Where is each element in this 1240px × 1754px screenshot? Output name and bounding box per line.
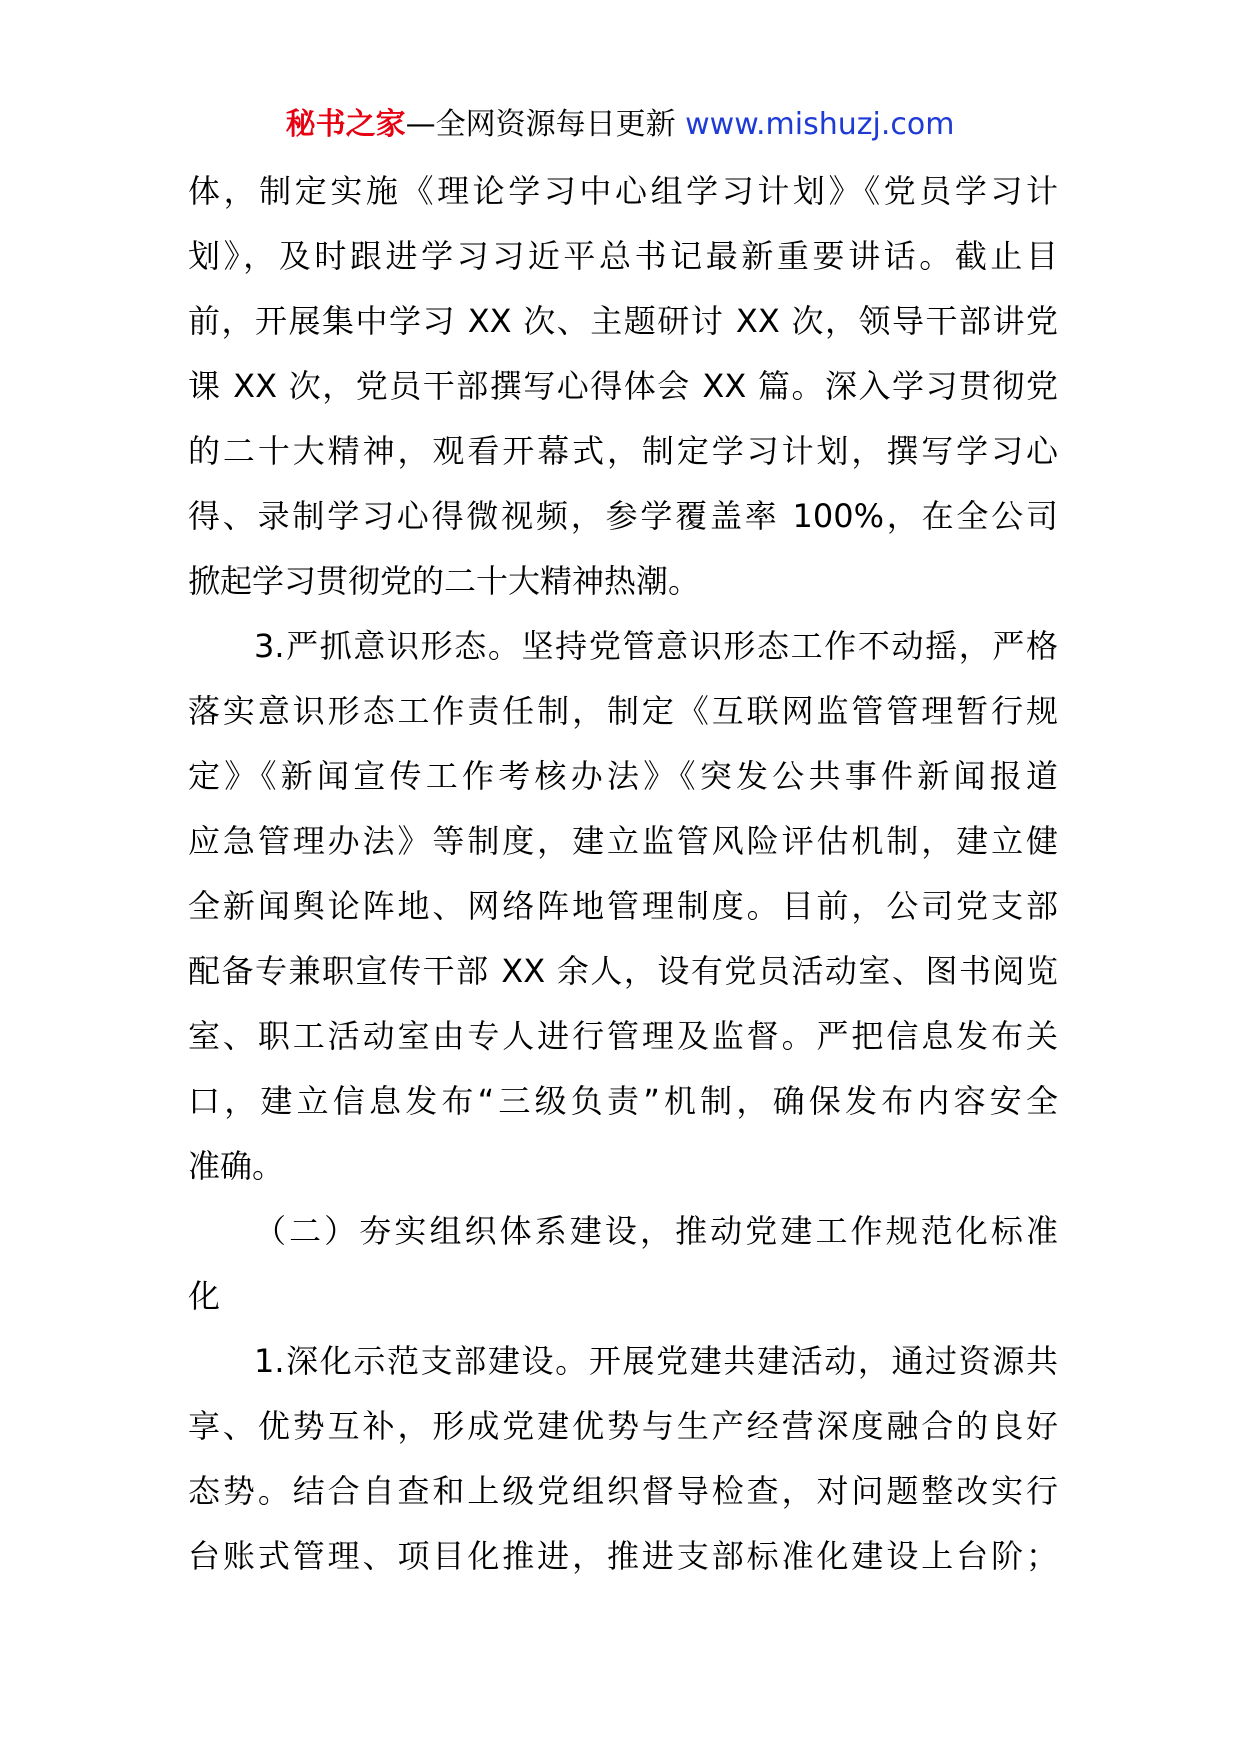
site-header: [0, 103, 1240, 147]
body-text-line: 落实意识形态工作责任制，制定《互联网监管管理暂行规: [188, 692, 1058, 730]
body-text-line: 享、优势互补，形成党建优势与生产经营深度融合的良好: [188, 1407, 1058, 1445]
body-text-line: 态势。结合自查和上级党组织督导检查，对问题整改实行: [188, 1472, 1058, 1510]
body-text-line: 全新闻舆论阵地、网络阵地管理制度。目前，公司党支部: [188, 887, 1058, 925]
body-text-line: 化: [188, 1277, 221, 1315]
body-text-line: 1.深化示范支部建设。开展党建共建活动，通过资源共: [254, 1342, 1058, 1380]
document-body: [188, 159, 1058, 1589]
site-brand: 秘书之家: [285, 107, 406, 142]
body-text-line: 得、录制学习心得微视频，参学覆盖率 100%，在全公司: [188, 497, 1058, 535]
body-text-line: 掀起学习贯彻党的二十大精神热潮。: [188, 562, 701, 600]
body-text-line: 台账式管理、项目化推进，推进支部标准化建设上台阶；: [188, 1537, 1058, 1575]
body-text-line: 前，开展集中学习 XX 次、主题研讨 XX 次，领导干部讲党: [188, 302, 1058, 340]
body-text-line: 应急管理办法》等制度，建立监管风险评估机制，建立健: [188, 822, 1058, 860]
body-text-line: 定》《新闻宣传工作考核办法》《突发公共事件新闻报道: [188, 757, 1058, 795]
body-text-line: 配备专兼职宣传干部 XX 余人，设有党员活动室、图书阅览: [188, 952, 1058, 990]
body-text-line: 课 XX 次，党员干部撰写心得体会 XX 篇。深入学习贯彻党: [188, 367, 1058, 405]
body-text-line: 体，制定实施《理论学习中心组学习计划》《党员学习计: [188, 172, 1058, 210]
body-text-line: 口，建立信息发布“三级负责”机制，确保发布内容安全: [188, 1082, 1058, 1120]
body-text-line: 准确。: [188, 1147, 285, 1185]
site-tagline: —全网资源每日更新: [405, 107, 686, 142]
body-text-line: 划》，及时跟进学习习近平总书记最新重要讲话。截止目: [188, 237, 1058, 275]
body-text-line: 室、职工活动室由专人进行管理及监督。严把信息发布关: [188, 1017, 1058, 1055]
site-url-link[interactable]: www.mishuzj.com: [685, 107, 955, 142]
body-text-line: 3.严抓意识形态。坚持党管意识形态工作不动摇，严格: [254, 627, 1058, 665]
body-text-line: 的二十大精神，观看开幕式，制定学习计划，撰写学习心: [188, 432, 1058, 470]
body-text-line: （二）夯实组织体系建设，推动党建工作规范化标准: [254, 1212, 1058, 1250]
